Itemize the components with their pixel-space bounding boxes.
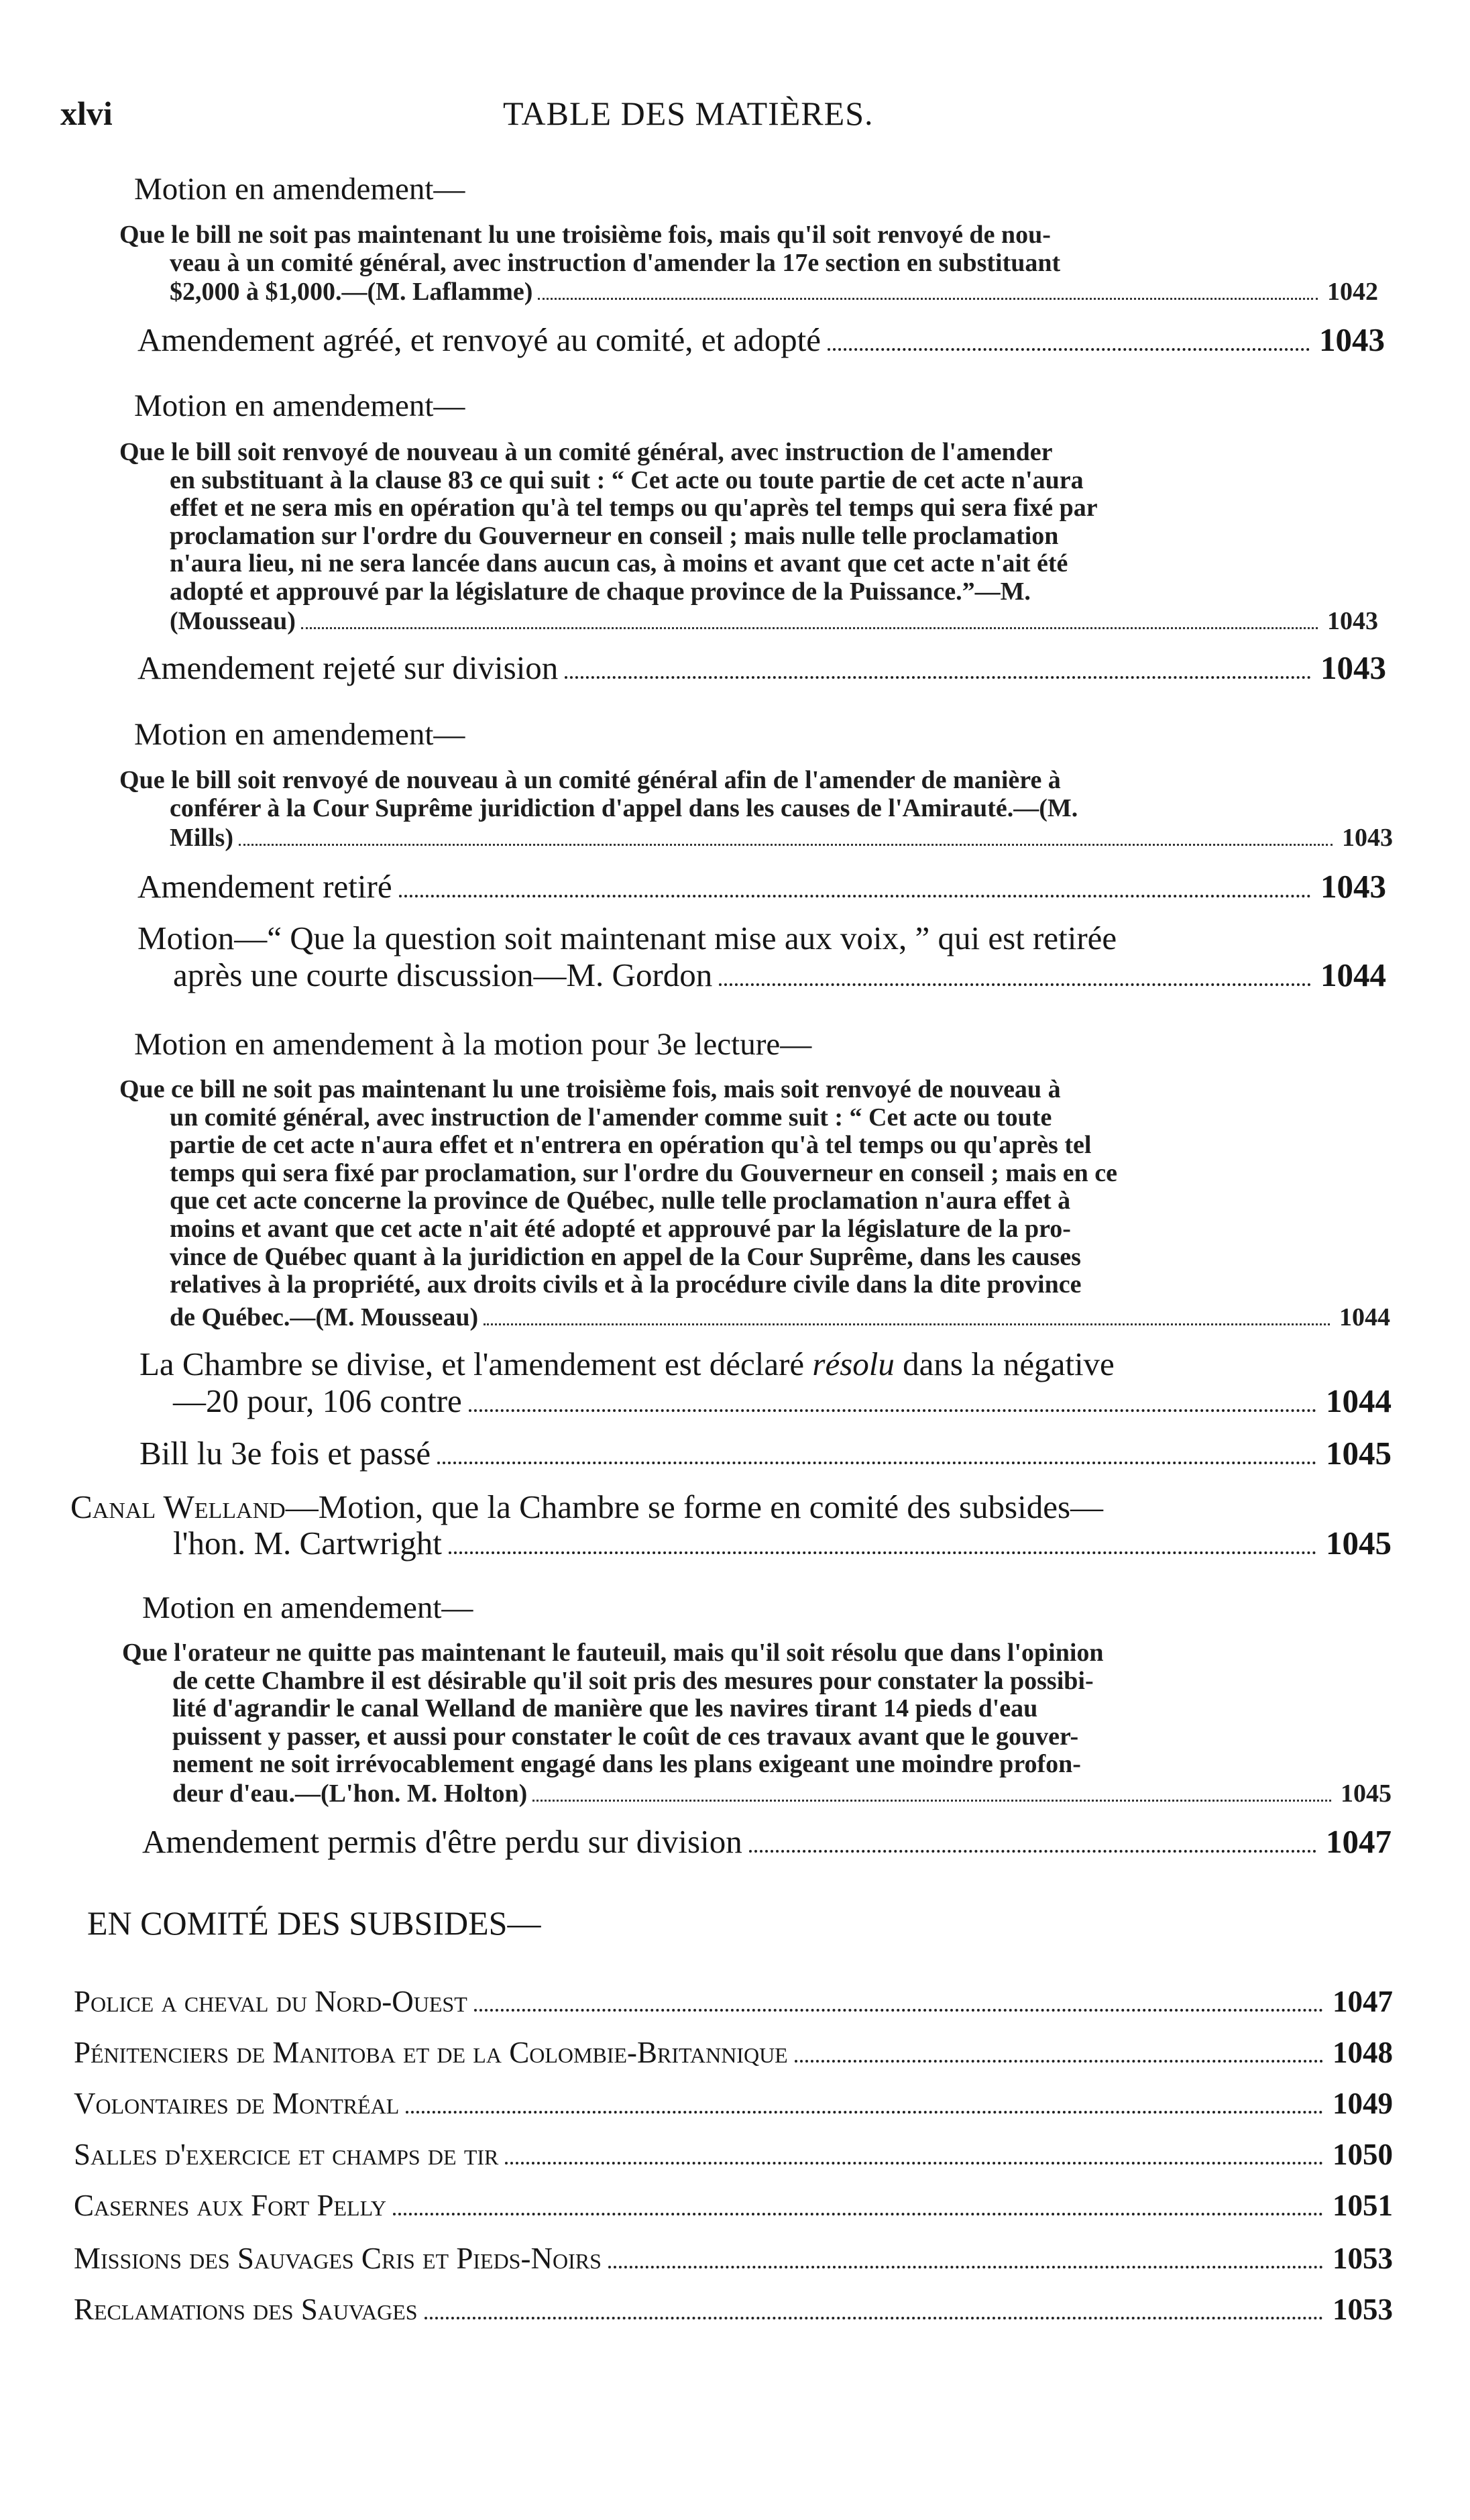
toc-entry: Missions des Sauvages Cris et Pieds-Noirs 1053 xyxy=(74,2242,1393,2275)
motion-text: Que ce bill ne soit pas maintenant lu une troisième fois, mais soit renvoyé de nouveau à un comité général, avec instruction de l'amender comme suit : “ Cet acte ou toute partie de cet acte n'aura effet et n'entrera en opération qu'à tel temps ou qu'après tel temps qui sera fixé par proclamation, sur l'ordre du Gouverneur en conseil ; mais en ce que cet acte concerne la province de Québec, nulle telle proclamation n'aura effet à moins et avant que cet acte n'ait été adopté et approuvé par la législature de la pro- vince de Québec quant à la juridiction en appel de la Cour Suprême, dans les causes relatives à la propriété, aux droits civils et à la procédure civile dans la dite province xyxy=(119,1075,1117,1299)
toc-entry: Casernes aux Fort Pelly 1051 xyxy=(74,2189,1393,2222)
motion-text-last-line: de Québec.—(M. Mousseau) 1044 xyxy=(170,1303,1390,1331)
toc-entry: Amendement permis d'être perdu sur division 1047 xyxy=(142,1823,1392,1860)
toc-entry: Police a cheval du Nord-Ouest 1047 xyxy=(74,1985,1393,2018)
toc-entry: Amendement rejeté sur division 1043 xyxy=(137,649,1386,686)
motion-text: Que le bill ne soit pas maintenant lu une troisième fois, mais qu'il soit renvoyé de nou- veau à un comité général, avec instruction d'amender la 17e section en substituant xyxy=(119,221,1061,277)
page-number: xlvi xyxy=(60,95,113,132)
motion-text-last-line: (Mousseau) 1043 xyxy=(170,607,1378,635)
toc-entry-line: Canal Welland—Motion, que la Chambre se forme en comité des subsides— xyxy=(70,1488,1104,1525)
motion-text-last-line: $2,000 à $1,000.—(M. Laflamme) 1042 xyxy=(170,278,1378,306)
toc-entry: Volontaires de Montréal 1049 xyxy=(74,2087,1393,2120)
motion-heading: Motion en amendement— xyxy=(134,717,465,752)
motion-text-last-line: Mills) 1043 xyxy=(170,824,1393,852)
toc-entry: Salles d'exercice et champs de tir 1050 xyxy=(74,2138,1393,2171)
section-heading: EN COMITÉ DES SUBSIDES— xyxy=(87,1904,541,1942)
toc-entry-line: La Chambre se divise, et l'amendement est déclaré résolu dans la négative xyxy=(139,1346,1115,1382)
toc-entry: Amendement agréé, et renvoyé au comité, et adopté 1043 xyxy=(137,321,1385,358)
motion-heading: Motion en amendement— xyxy=(134,172,465,207)
motion-heading: Motion en amendement à la motion pour 3e lecture— xyxy=(134,1027,812,1062)
motion-text-last-line: deur d'eau.—(L'hon. M. Holton) 1045 xyxy=(172,1779,1392,1808)
toc-entry-line: Motion—“ Que la question soit maintenant mise aux voix, ” qui est retirée xyxy=(137,920,1117,956)
motion-heading: Motion en amendement— xyxy=(134,388,465,423)
toc-entry: après une courte discussion—M. Gordon 1044 xyxy=(173,956,1386,993)
motion-text: Que l'orateur ne quitte pas maintenant le fauteuil, mais qu'il soit résolu que dans l'opinion de cette Chambre il est désirable qu'il soit pris des mesures pour constater la possibi- lité d'agrandir le canal Welland de manière que les navires tirant 14 pieds d'eau puissent y passer, et aussi pour constater le coût de ces travaux avant que le gouver- nement ne soit irrévocablement engagé dans les plans exigeant une moindre profon- xyxy=(122,1639,1104,1779)
toc-entry: l'hon. M. Cartwright 1045 xyxy=(173,1525,1392,1562)
toc-entry: —20 pour, 106 contre 1044 xyxy=(173,1382,1392,1419)
toc-entry: Reclamations des Sauvages 1053 xyxy=(74,2293,1393,2326)
toc-entry: Amendement retiré 1043 xyxy=(137,868,1386,905)
motion-heading: Motion en amendement— xyxy=(142,1590,473,1625)
page-title: TABLE DES MATIÈRES. xyxy=(503,95,874,132)
toc-entry: Bill lu 3e fois et passé 1045 xyxy=(139,1435,1392,1472)
motion-text: Que le bill soit renvoyé de nouveau à un comité général afin de l'amender de manière à conférer à la Cour Suprême juridiction d'appel dans les causes de l'Amirauté.—(M. xyxy=(119,766,1078,822)
motion-text: Que le bill soit renvoyé de nouveau à un comité général, avec instruction de l'amender en substituant à la clause 83 ce qui suit : “ Cet acte ou toute partie de cet acte n'aura effet et ne sera mis en opération qu'à tel temps ou qu'après tel temps qui sera fixé par proclamation sur l'ordre du Gouverneur en conseil ; mais nulle telle proclamation n'aura lieu, ni ne sera lancée dans aucun cas, à moins et avant que cet acte n'ait été adopté et approuvé par la législature de chaque province de la Puissance.”—M. xyxy=(119,438,1098,606)
toc-entry: Pénitenciers de Manitoba et de la Colombie-Britannique 1048 xyxy=(74,2036,1393,2069)
